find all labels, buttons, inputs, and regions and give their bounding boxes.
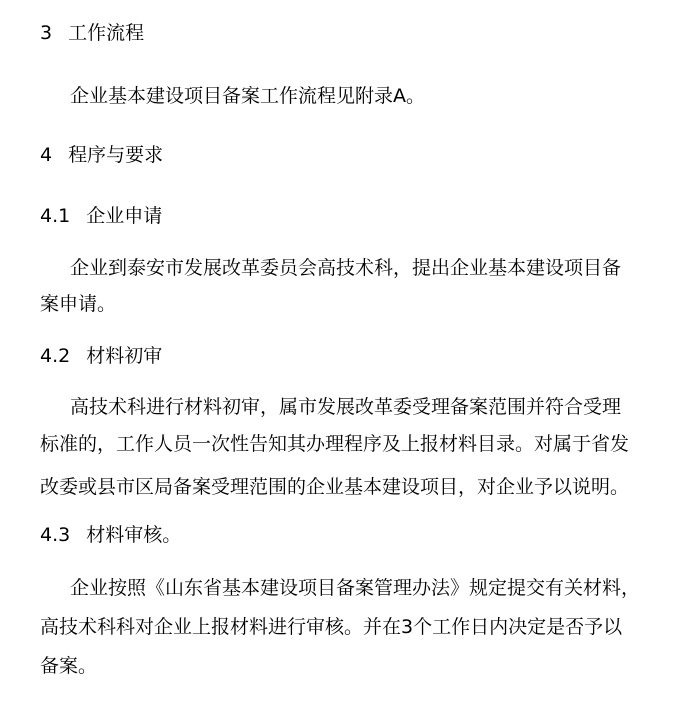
paragraph-line: 备案。 bbox=[40, 655, 98, 677]
heading-title: 工作流程 bbox=[68, 22, 145, 44]
heading-number: 4.1 bbox=[40, 205, 71, 227]
paragraph-line: 改委或县市区局备案受理范围的企业基本建设项目，对企业予以说明。 bbox=[40, 476, 630, 498]
heading-number: 4.2 bbox=[40, 345, 71, 367]
heading-title: 程序与要求 bbox=[68, 144, 164, 166]
paragraph-line: 高技术科进行材料初审，属市发展改革委受理备案范围并符合受理 bbox=[70, 396, 622, 418]
paragraph-3: 企业基本建设项目备案工作流程见附录A。 bbox=[70, 85, 425, 107]
heading-4 bbox=[40, 142, 163, 168]
heading-3 bbox=[40, 20, 144, 46]
heading-number: 3 bbox=[40, 22, 53, 44]
heading-4-1 bbox=[40, 203, 162, 229]
paragraph-line: 企业按照《山东省基本建设项目备案管理办法》规定提交有关材料， bbox=[70, 577, 641, 599]
heading-4-2 bbox=[40, 343, 162, 369]
heading-title: 材料初审 bbox=[86, 345, 163, 367]
paragraph-line: 案申请。 bbox=[40, 293, 117, 315]
heading-4-3 bbox=[40, 522, 181, 548]
paragraph-line: 标准的，工作人员一次性告知其办理程序及上报材料目录。对属于省发 bbox=[40, 433, 630, 455]
heading-number: 4.3 bbox=[40, 524, 71, 546]
heading-title: 企业申请 bbox=[86, 205, 163, 227]
heading-number: 4 bbox=[40, 144, 53, 166]
paragraph-line: 高技术科科对企业上报材料进行审核。并在3个工作日内决定是否予以 bbox=[40, 616, 623, 638]
paragraph-line: 企业到泰安市发展改革委员会高技术科，提出企业基本建设项目备 bbox=[70, 257, 622, 279]
heading-title: 材料审核。 bbox=[86, 524, 182, 546]
